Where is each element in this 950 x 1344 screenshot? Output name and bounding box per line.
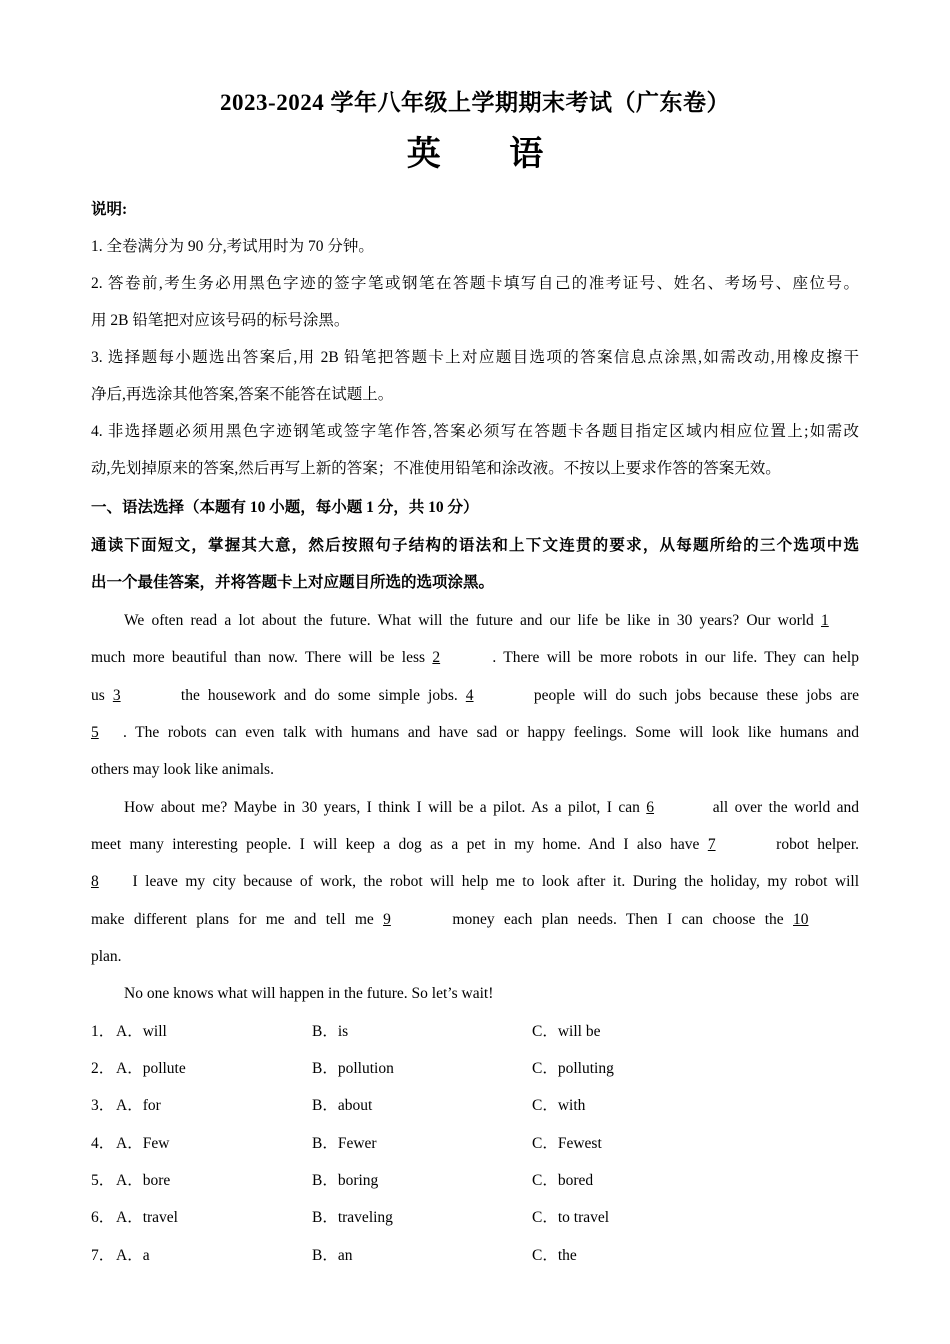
passage-text: . The robots can even talk with humans and have sad or happy feelings. Some will look like humans and	[123, 724, 859, 741]
blank-1: 1	[821, 612, 829, 629]
passage-text: meet many interesting people. I will keep a dog as a pet in my home. And I also have	[91, 836, 700, 853]
section-heading: 一、语法选择（本题有 10 小题，每小题 1 分，共 10 分）	[91, 499, 479, 516]
question-number: 3．	[91, 1097, 115, 1114]
instruction-line: 动,先划掉原来的答案,然后再写上新的答案；不准使用铅笔和涂改液。不按以上要求作答的答案无效。	[91, 460, 781, 477]
passage-line	[91, 648, 859, 668]
section-directions: 通读下面短文，掌握其大意，然后按照句子结构的语法和上下文连贯的要求，从每题所给的三个选项中选	[91, 537, 859, 554]
option-b: B．boring	[312, 1172, 379, 1189]
option-c: C．polluting	[532, 1060, 614, 1077]
passage-line	[91, 798, 859, 818]
question-number: 1．	[91, 1023, 115, 1040]
blank-8: 8	[91, 873, 99, 890]
passage-text: people will do such jobs because these jobs are	[533, 687, 860, 704]
option-a: A．for	[116, 1097, 161, 1114]
passage-text: the housework and do some simple jobs.	[180, 687, 458, 704]
option-b: B．is	[312, 1023, 349, 1040]
blank-4: 4	[465, 687, 474, 704]
option-b: B．an	[312, 1247, 353, 1264]
passage-line	[91, 872, 859, 892]
option-b: B．about	[312, 1097, 373, 1114]
passage-text: us	[91, 687, 105, 704]
passage-text: all over the world and	[712, 799, 860, 816]
option-c: C．Fewest	[532, 1135, 602, 1152]
passage-line	[91, 835, 859, 855]
question-number: 5．	[91, 1172, 115, 1189]
instruction-line: 4. 非选择题必须用黑色字迹钢笔或签字笔作答,答案必须写在答题卡各题目指定区域内相应位置上;如需改	[91, 423, 859, 440]
option-a: A．travel	[116, 1209, 178, 1226]
instruction-line: 用 2B 铅笔把对应该号码的标号涂黑。	[91, 312, 350, 329]
question-number: 4．	[91, 1135, 115, 1152]
instruction-line: 3. 选择题每小题选出答案后,用 2B 铅笔把答题卡上对应题目选项的答案信息点涂黑,如需改动,用橡皮擦干	[91, 349, 859, 366]
passage-line	[91, 686, 859, 706]
option-a: A．pollute	[116, 1060, 186, 1077]
option-c: C．the	[532, 1247, 577, 1264]
passage-text: much more beautiful than now. There will be less	[91, 649, 426, 666]
passage-text: I leave my city because of work, the robot will help me to look after it. During the holiday, my robot will	[132, 873, 860, 890]
passage-line	[91, 723, 859, 743]
passage-line	[91, 910, 859, 930]
passage-text: robot helper.	[776, 836, 859, 853]
option-c: C．will be	[532, 1023, 601, 1040]
instructions-heading: 说明:	[91, 201, 128, 218]
passage-line: No one knows what will happen in the future. So let’s wait!	[124, 985, 494, 1002]
option-a: A．will	[116, 1023, 167, 1040]
option-c: C．with	[532, 1097, 586, 1114]
blank-10: 10	[793, 911, 809, 928]
exam-title: 2023-2024 学年八年级上学期期末考试（广东卷）	[220, 90, 730, 115]
passage-text: make different plans for me and tell me	[91, 911, 374, 928]
instruction-line: 2. 答卷前,考生务必用黑色字迹的签字笔或钢笔在答题卡填写自己的准考证号、姓名、考场号、座位号。	[91, 275, 859, 292]
option-b: B．Fewer	[312, 1135, 377, 1152]
passage-text: money each plan needs. Then I can choose the	[452, 911, 784, 928]
option-a: A．Few	[116, 1135, 170, 1152]
section-directions: 出一个最佳答案，并将答题卡上对应题目所选的选项涂黑。	[91, 574, 495, 591]
option-a: A．a	[116, 1247, 150, 1264]
subject-title: 英 语	[406, 136, 574, 173]
passage-line	[91, 611, 859, 631]
question-number: 6．	[91, 1209, 115, 1226]
blank-7: 7	[707, 836, 716, 853]
option-c: C．to travel	[532, 1209, 610, 1226]
option-b: B．traveling	[312, 1209, 393, 1226]
passage-text: . There will be more robots in our life. They can help	[492, 649, 859, 666]
option-c: C．bored	[532, 1172, 594, 1189]
blank-3: 3	[112, 687, 121, 704]
question-number: 7．	[91, 1247, 115, 1264]
option-a: A．bore	[116, 1172, 171, 1189]
option-b: B．pollution	[312, 1060, 394, 1077]
question-number: 2．	[91, 1060, 115, 1077]
blank-5: 5	[91, 724, 99, 741]
blank-6: 6	[646, 799, 655, 816]
passage-line: plan.	[91, 948, 122, 965]
instruction-line: 1. 全卷满分为 90 分,考试用时为 70 分钟。	[91, 238, 374, 255]
passage-line: others may look like animals.	[91, 761, 274, 778]
blank-9: 9	[383, 911, 391, 928]
blank-2: 2	[432, 649, 441, 666]
passage-text: How about me? Maybe in 30 years, I think I will be a pilot. As a pilot, I can	[124, 799, 640, 816]
passage-text: We often read a lot about the future. What will the future and our life be like in 30 years? Our world	[124, 612, 814, 629]
instruction-line: 净后,再选涂其他答案,答案不能答在试题上。	[91, 386, 394, 403]
